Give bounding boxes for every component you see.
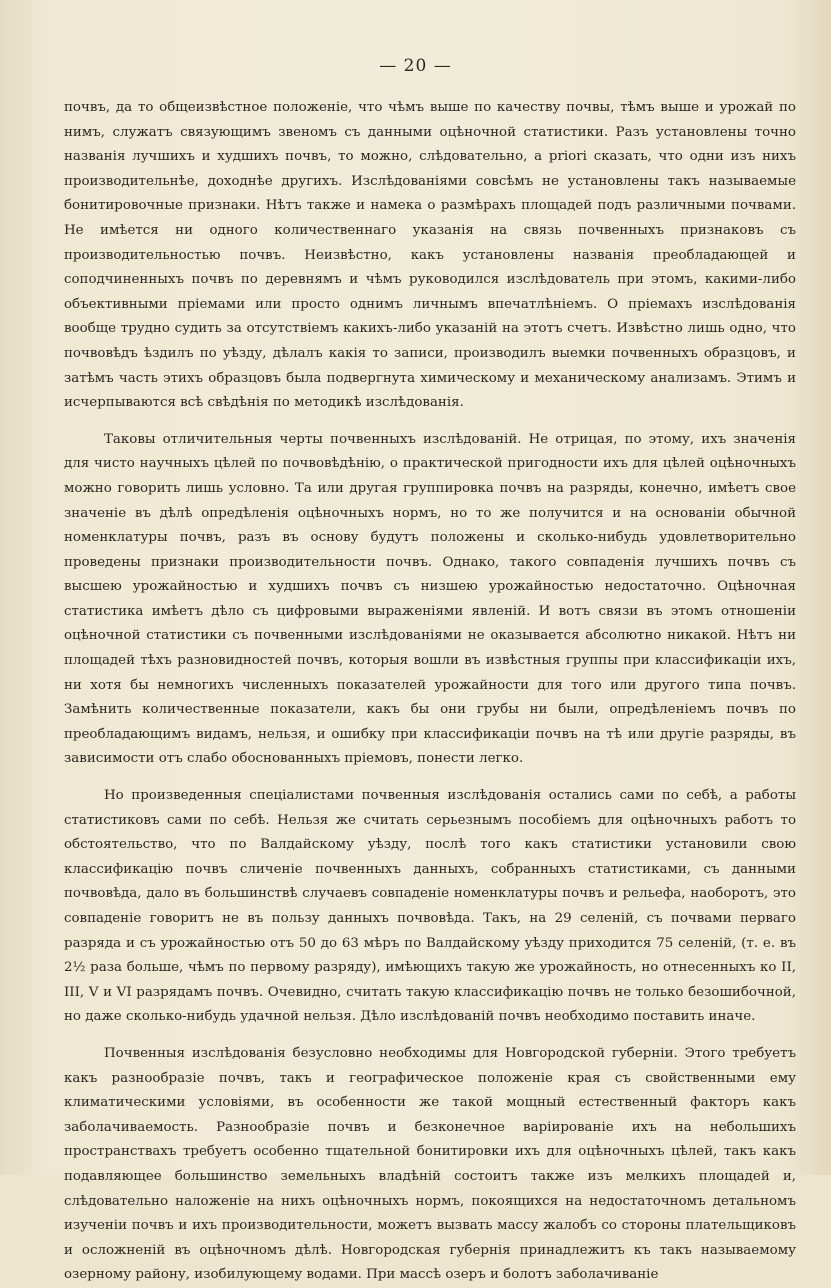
paragraph: Почвенныя изслѣдованiя безусловно необходимы для Новгородской губернiи. Этого требуетъ какъ разнообразiе почвъ, такъ и географическое положенiе края съ свойственными ему климатическими условiями, въ особенности же такой мощный естественный факторъ какъ заболачиваемость. Разнообразiе почвъ и безконечное варiированiе ихъ на небольшихъ пространствахъ требуетъ особенно тщательной бонитировки ихъ для оцѣночныхъ цѣлей, такъ какъ подавляющее большинство земельныхъ владѣнiй состоитъ также изъ мелкихъ площадей и, слѣдовательно наложенiе на нихъ оцѣночныхъ нормъ, покоящихся на недостаточномъ детальномъ изученiи почвъ и ихъ производительности, можетъ вызвать массу жалобъ со стороны плательщиковъ и осложненiй въ оцѣночномъ дѣлѣ. Новгородская губернiя принадлежитъ къ такъ называемому озерному району, изобилующему водами. При массѣ озеръ и болотъ заболачиванiе [64, 1045, 796, 1283]
paragraph: Таковы отличительныя черты почвенныхъ изслѣдованiй. Не отрицая, по этому, ихъ значенiя для чисто научныхъ цѣлей по почвовѣдѣнiю, о практической пригодности ихъ для цѣлей оцѣночныхъ можно говорить лишь условно. Та или другая группировка почвъ на разряды, конечно, имѣетъ свое значенiе въ дѣлѣ опредѣленiя оцѣночныхъ нормъ, но то же получится и на основанiи обычной номенклатуры почвъ, разъ въ основу будутъ положены и сколько-нибудь удовлетворительно проведены признаки производительности почвъ. Однако, такого совпаденiя лучшихъ почвъ съ высшею урожайностью и худшихъ почвъ съ низшею урожайностью недостаточно. Оцѣночная статистика имѣетъ дѣло съ цифровыми выраженiями явленiй. И вотъ связи въ этомъ отношенiи оцѣночной статистики съ почвенными изслѣдованiями не оказывается абсолютно никакой. Нѣтъ ни площадей тѣхъ разновидностей почвъ, которыя вошли въ извѣстныя группы при классификацiи ихъ, ни хотя бы немногихъ численныхъ показателей урожайности для того или другого типа почвъ. Замѣнить количественные показатели, какъ бы они грубы ни были, опредѣленiемъ почвъ по преобладающимъ видамъ, нельзя, и ошибку при классификацiи почвъ на тѣ или другiе разряды, въ зависимости отъ слабо обоснованныхъ прiемовъ, понести легко. [64, 431, 796, 767]
body-text [64, 96, 796, 1288]
paragraph-continuation: почвъ, да то общеизвѣстное положенiе, что чѣмъ выше по качеству почвы, тѣмъ выше и урожай по нимъ, служатъ связующимъ звеномъ съ данными оцѣночной статистики. Разъ установлены точно названiя лучшихъ и худшихъ почвъ, то можно, слѣдовательно, a priori сказать, что одни изъ нихъ производительнѣе, доходнѣе другихъ. Изслѣдованiями совсѣмъ не установлены такъ называемые бонитировочные признаки. Нѣтъ также и намека о размѣрахъ площадей подъ различными почвами. Не имѣется ни одного количественнаго указанiя на связь почвенныхъ признаковъ съ производительностью почвъ. Неизвѣстно, какъ установлены названiя преобладающей и соподчиненныхъ почвъ по деревнямъ и чѣмъ руководился изслѣдователь при этомъ, какими-либо объективными прiемами или просто однимъ личнымъ впечатлѣнiемъ. О прiемахъ изслѣдованiя вообще трудно судить за отсутствiемъ какихъ-либо указанiй на этотъ счетъ. Извѣстно лишь одно, что почвовѣдъ ѣздилъ по уѣзду, дѣлалъ какiя то записи, производилъ выемки почвенныхъ образцовъ, и затѣмъ часть этихъ образцовъ была подвергнута химическому и механическому анализамъ. Этимъ и исчерпываются всѣ свѣдѣнiя по методикѣ изслѣдованiя. [64, 100, 796, 411]
page-number: — 20 — [379, 56, 452, 76]
paragraph: Но произведенныя спецiалистами почвенныя изслѣдованiя остались сами по себѣ, а работы статистиковъ сами по себѣ. Нельзя же считать серьезнымъ пособiемъ для оцѣночныхъ работъ то обстоятельство, что по Валдайскому уѣзду, послѣ того какъ статистики установили свою классификацiю почвъ сличенiе почвенныхъ данныхъ, собранныхъ статистиками, съ данными почвовѣда, дало въ большинствѣ случаевъ совпаденiе номенклатуры почвъ и рельефа, наоборотъ, это совпаденiе говоритъ не въ пользу данныхъ почвовѣда. Такъ, на 29 селенiй, съ почвами перваго разряда и съ урожайностью отъ 50 до 63 мѣръ по Валдайскому уѣзду приходится 75 селенiй, (т. е. въ 2½ раза больше, чѣмъ по первому разряду), имѣющихъ такую же урожайность, но отнесенныхъ ко II, III, V и VI разрядамъ почвъ. Очевидно, считать такую классификацiю почвъ не только безошибочной, но даже сколько-нибудь удачной нельзя. Дѣло изслѣдованiй почвъ необходимо поставить иначе. [64, 788, 796, 1025]
